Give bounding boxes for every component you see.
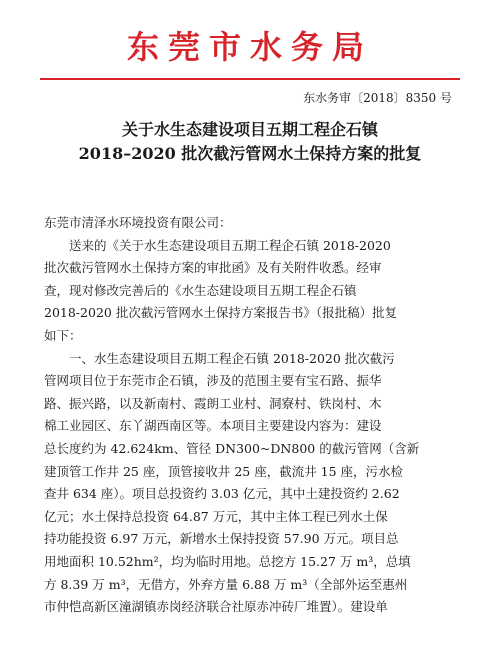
body-line: 查，现对修改完善后的《水生态建设项目五期工程企石镇	[44, 282, 357, 298]
document-number: 东水务审〔2018〕8350 号	[303, 91, 452, 105]
body-line: 建顶管工作井 25 座，顶管接收井 25 座，截流井 15 座，污水检	[44, 463, 404, 479]
body-line: 一、水生态建设项目五期工程企石镇 2018-2020 批次截污	[69, 350, 395, 366]
body-line: 市仲恺高新区潼湖镇赤岗经济联合社原赤冲砖厂堆置）。建设单	[44, 599, 388, 615]
title-line-2: 2018–2020 批次截污管网水土保持方案的批复	[78, 144, 422, 163]
body-line: 方 8.39 万 m³，无借方，外弃方量 6.88 万 m³（全部外运至惠州	[44, 576, 408, 592]
body-line: 持功能投资 6.97 万元，新增水土保持投资 57.90 万元。项目总	[44, 531, 399, 547]
body-line: 棉工业园区、东丫湖西南区等。本项目主要建设内容为：建设	[44, 418, 382, 434]
body-line: 总长度约为 42.624km、管径 DN300~DN800 的截污管网（含新	[44, 440, 420, 456]
addressee: 东莞市清泽水环境投资有限公司：	[44, 215, 232, 230]
body-line: 送来的《关于水生态建设项目五期工程企石镇 2018-2020	[69, 237, 391, 253]
body-line: 批次截污管网水土保持方案的审批函》及有关附件收悉。经审	[44, 260, 382, 276]
body-line: 路、振兴路，以及新南村、霞朗工业村、洞寮村、铁岗村、木	[44, 395, 382, 411]
red-divider	[40, 78, 460, 80]
issuer-heading: 东莞市水务局	[126, 28, 373, 66]
body-line: 2018-2020 批次截污管网水土保持方案报告书》（报批稿）批复	[44, 305, 398, 321]
body-line: 亿元；水土保持总投资 64.87 万元，其中主体工程已列水土保	[44, 508, 388, 524]
document-title	[30, 118, 470, 166]
document-body	[44, 212, 464, 619]
body-line: 查井 634 座）。项目总投资约 3.03 亿元，其中土建投资约 2.62	[44, 486, 400, 502]
body-line: 如下：	[44, 327, 82, 343]
body-line: 用地面积 10.52hm²，均为临时用地。总挖方 15.27 万 m³，总填	[44, 553, 411, 569]
title-line-1: 关于水生态建设项目五期工程企石镇	[121, 120, 378, 139]
body-line: 管网项目位于东莞市企石镇，涉及的范围主要有宝石路、振华	[44, 373, 382, 389]
